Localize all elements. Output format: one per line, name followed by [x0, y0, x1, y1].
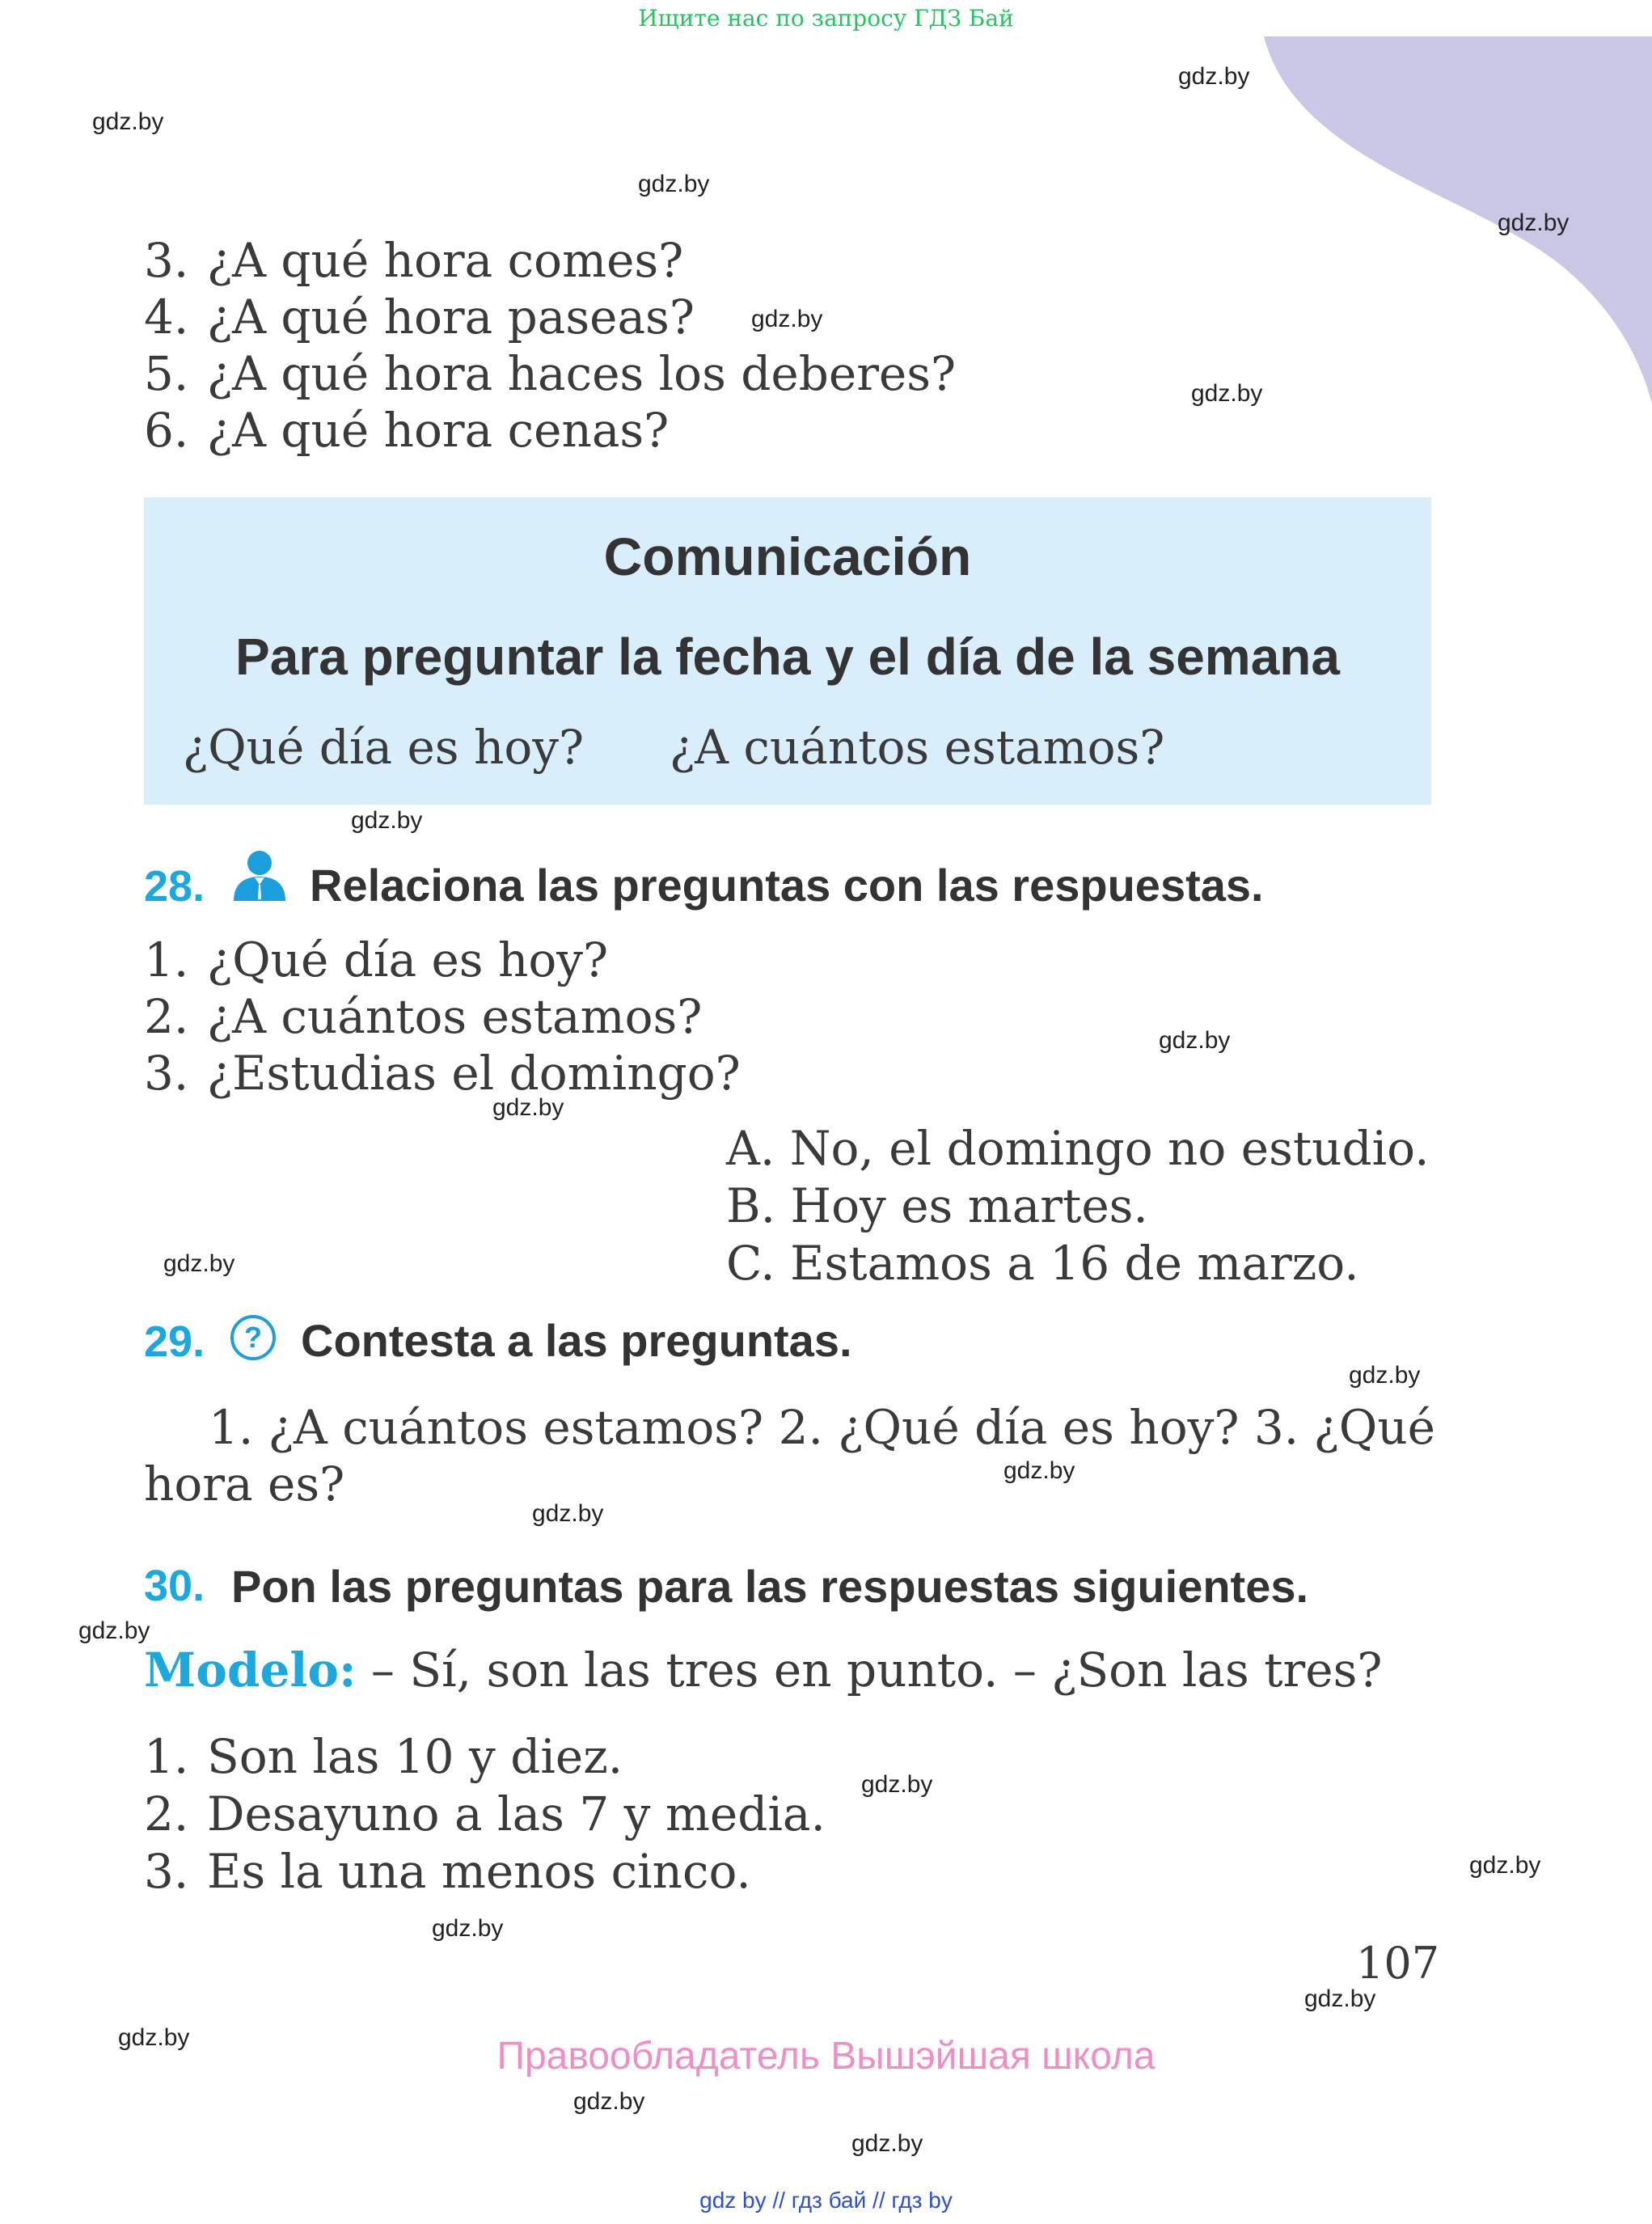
- watermark: gdz.by: [92, 108, 164, 135]
- list-item: [144, 289, 695, 345]
- communication-question-1: ¿Qué día es hoy?: [183, 720, 585, 775]
- list-item: [144, 1843, 751, 1900]
- item-number: 5.: [144, 346, 189, 401]
- item-text: Es la una menos cinco.: [207, 1844, 751, 1899]
- modelo-label: Modelo:: [144, 1643, 357, 1698]
- item-text: ¿A qué hora cenas?: [207, 403, 670, 458]
- item-text: Desayuno a las 7 y media.: [207, 1786, 826, 1841]
- communication-box: [144, 497, 1431, 805]
- list-item: [144, 402, 669, 459]
- watermark: gdz.by: [573, 2088, 645, 2115]
- item-text: ¿Estudias el domingo?: [207, 1046, 741, 1101]
- exercise-29-text-line-2: hora es?: [144, 1457, 345, 1512]
- watermark: gdz.by: [1498, 209, 1570, 236]
- question-item: [144, 988, 702, 1045]
- watermark: gdz.by: [1469, 1852, 1541, 1879]
- item-number: 3.: [144, 233, 189, 288]
- item-number: 3.: [144, 1844, 189, 1899]
- corner-decoration: [1264, 0, 1652, 404]
- item-text: Son las 10 y diez.: [207, 1729, 623, 1784]
- watermark: gdz.by: [1178, 63, 1250, 90]
- watermark: gdz.by: [532, 1500, 604, 1527]
- watermark: gdz.by: [1349, 1362, 1421, 1389]
- watermark: gdz.by: [492, 1094, 564, 1121]
- svg-text:?: ?: [244, 1321, 262, 1354]
- modelo-line: [144, 1642, 1382, 1698]
- communication-subtitle: Para preguntar la fecha y el día de la semana: [235, 628, 1340, 686]
- question-item: [144, 932, 608, 988]
- watermark: gdz.by: [861, 1771, 933, 1798]
- item-number: 6.: [144, 403, 189, 458]
- exercise-29-number: 29.: [144, 1317, 205, 1366]
- person-icon: [230, 849, 289, 903]
- list-item: [144, 345, 956, 402]
- copyright-notice: Правообладатель Вышэйшая школа: [496, 2035, 1156, 2078]
- footer-links[interactable]: gdz by // гдз бай // гдз by: [699, 2188, 953, 2213]
- modelo-text: – Sí, son las tres en punto. – ¿Son las tres?: [356, 1643, 1383, 1698]
- list-item: [144, 1786, 826, 1842]
- exercise-28-number: 28.: [144, 862, 205, 911]
- watermark: gdz.by: [163, 1250, 235, 1277]
- watermark: gdz.by: [1304, 1985, 1376, 2012]
- item-text: ¿A cuántos estamos?: [207, 989, 703, 1044]
- exercise-30-number: 30.: [144, 1562, 205, 1610]
- watermark: gdz.by: [638, 171, 710, 197]
- watermark: gdz.by: [1003, 1457, 1075, 1484]
- answer-item: C. Estamos a 16 de marzo.: [726, 1236, 1359, 1291]
- item-number: 1.: [144, 932, 189, 987]
- exercise-30-title: Pon las preguntas para las respuestas siguientes.: [231, 1561, 1309, 1612]
- watermark: gdz.by: [78, 1617, 150, 1644]
- watermark: gdz.by: [432, 1915, 504, 1942]
- exercise-29-title: Contesta a las preguntas.: [301, 1315, 852, 1366]
- list-item: [144, 232, 683, 289]
- communication-question-2: ¿A cuántos estamos?: [670, 720, 1165, 775]
- item-number: 2.: [144, 1786, 189, 1841]
- item-number: 1.: [144, 1729, 189, 1784]
- page-number: 107: [1356, 1938, 1440, 1989]
- item-text: ¿A qué hora comes?: [207, 233, 684, 288]
- item-text: ¿A qué hora haces los deberes?: [207, 346, 957, 401]
- watermark: gdz.by: [751, 306, 823, 332]
- watermark: gdz.by: [1159, 1027, 1231, 1054]
- answer-item: A. No, el domingo no estudio.: [726, 1121, 1430, 1176]
- item-number: 2.: [144, 989, 189, 1044]
- answer-item: B. Hoy es martes.: [726, 1178, 1148, 1233]
- communication-title: Comunicación: [603, 526, 972, 586]
- list-item: [144, 1728, 623, 1785]
- top-banner: Ищите нас по запросу ГДЗ Бай: [638, 5, 1014, 32]
- watermark: gdz.by: [118, 2024, 190, 2051]
- question-item: [144, 1045, 741, 1101]
- watermark: gdz.by: [351, 807, 423, 834]
- item-text: ¿A qué hora paseas?: [207, 290, 695, 345]
- item-number: 4.: [144, 290, 189, 345]
- item-text: ¿Qué día es hoy?: [207, 932, 609, 987]
- item-number: 3.: [144, 1046, 189, 1101]
- exercise-28-title: Relaciona las preguntas con las respuestas.: [310, 860, 1264, 911]
- watermark: gdz.by: [1191, 380, 1263, 407]
- exercise-29-text-line-1: 1. ¿A cuántos estamos? 2. ¿Qué día es hoy? 3. ¿Qué: [209, 1400, 1436, 1455]
- question-icon: [229, 1313, 277, 1362]
- watermark: gdz.by: [851, 2130, 923, 2157]
